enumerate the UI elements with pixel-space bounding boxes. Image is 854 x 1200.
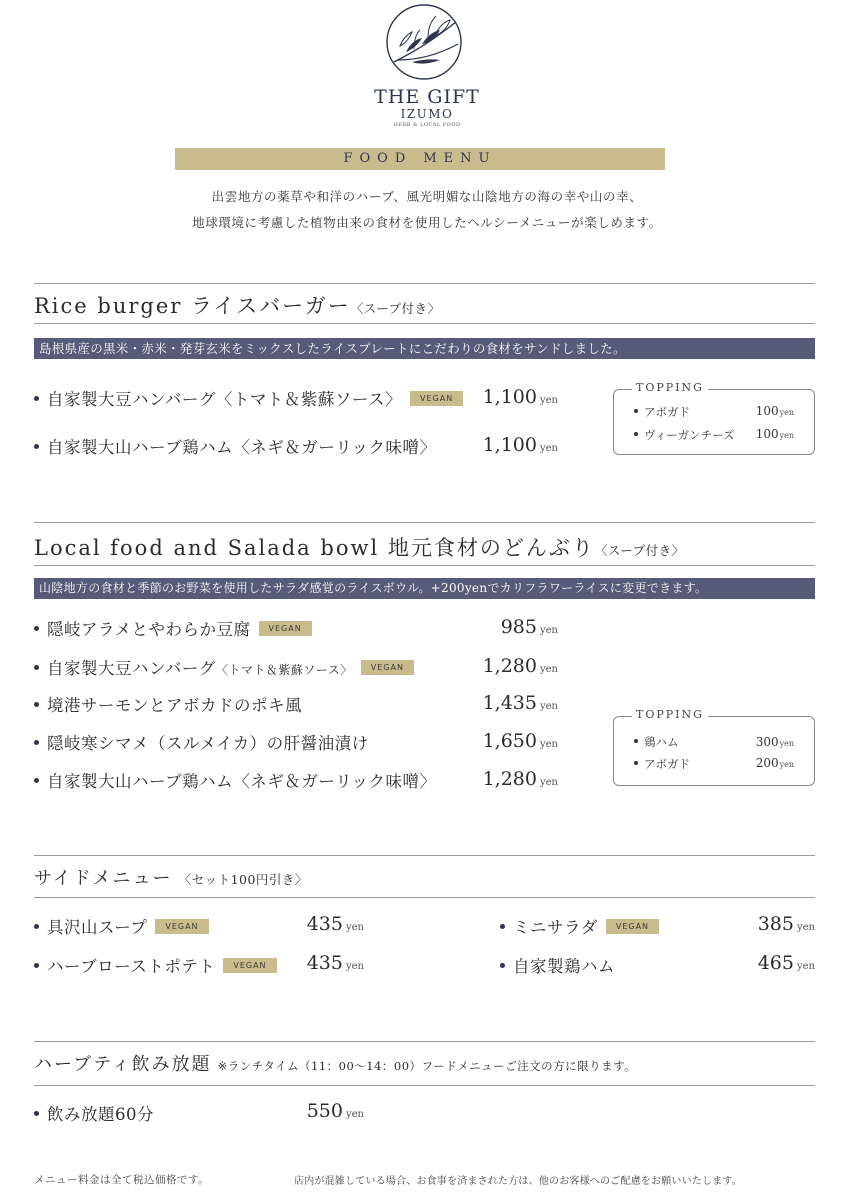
bullet-icon	[34, 924, 39, 929]
item-sauce: 〈ネギ＆ガーリック味噌〉	[233, 438, 437, 457]
item-name: 自家製大山ハーブ鶏ハム	[47, 772, 234, 791]
divider	[34, 897, 815, 898]
item-price: 1,280 yen	[482, 768, 558, 790]
topping-price: 200yen	[755, 756, 794, 770]
section-description-band: 島根県産の黒米・赤米・発芽玄米をミックスしたライスプレートにこだわりの食材をサンドしました。	[34, 338, 815, 359]
vegan-badge: VEGAN	[223, 958, 276, 973]
bullet-icon	[500, 963, 505, 968]
menu-item	[34, 914, 209, 938]
topping-label: TOPPING	[632, 381, 708, 394]
topping-box	[613, 716, 815, 786]
item-sauce: 〈ネギ＆ガーリック味噌〉	[233, 772, 437, 791]
item-price: 1,100 yen	[482, 434, 558, 456]
divider	[34, 323, 815, 324]
section-title-text: Rice burger ライスバーガー	[34, 294, 351, 318]
menu-item	[34, 655, 414, 679]
bullet-icon	[34, 626, 39, 631]
item-name: 隠岐アラメとやわらか豆腐	[47, 620, 251, 639]
item-name: 隠岐寒シマメ（スルメイカ）の肝醤油漬け	[47, 734, 369, 753]
topping-item: 鶏ハム	[634, 734, 679, 750]
menu-item	[34, 953, 277, 977]
section-title-text: サイドメニュー	[34, 868, 173, 889]
section-title-text: Local food and Salada bowl 地元食材のどんぶり	[34, 536, 595, 560]
footer-courtesy-note: 店内が混雑している場合、お食事を済まされた方は、他のお客様へのご配慮をお願いいたします。	[294, 1176, 742, 1187]
menu-item	[34, 434, 437, 458]
section-note: ※ランチタイム（11：00～14：00）フードメニューご注文の方に限ります。	[217, 1059, 637, 1073]
item-name: 自家製鶏ハム	[513, 957, 615, 976]
topping-item: ヴィーガンチーズ	[634, 427, 735, 443]
section-subtitle: 〈スープ付き〉	[594, 543, 685, 558]
section-title-text: ハーブティ飲み放題	[34, 1054, 212, 1075]
item-sauce: 〈トマト＆紫蘇ソース〉	[215, 390, 403, 409]
divider	[34, 283, 815, 284]
bullet-icon	[34, 963, 39, 968]
topping-item: アボガド	[634, 756, 690, 772]
brand-name: THE GIFT	[374, 86, 480, 108]
item-price: 1,650 yen	[482, 730, 558, 752]
vegan-badge: VEGAN	[259, 621, 312, 636]
divider	[34, 1085, 815, 1086]
topping-price: 100yen	[755, 404, 794, 418]
menu-item	[34, 616, 312, 640]
section-title-side	[34, 864, 308, 890]
intro-line-2: 地球環境に考慮した植物由来の食材を使用したヘルシーメニューが楽しめます。	[192, 215, 662, 230]
bullet-icon	[34, 444, 39, 449]
brand-tagline: HERB & LOCAL FOOD	[393, 122, 461, 128]
bullet-icon	[34, 396, 39, 401]
brand-sub: IZUMO	[400, 107, 454, 121]
menu-item	[34, 692, 302, 716]
bullet-icon	[34, 665, 39, 670]
item-sauce: 〈トマト＆紫蘇ソース〉	[215, 663, 353, 677]
divider	[34, 855, 815, 856]
logo-emblem	[384, 2, 464, 82]
vegan-badge: VEGAN	[155, 919, 208, 934]
item-name: ハーブローストポテト	[47, 957, 216, 976]
bullet-icon	[34, 778, 39, 783]
item-name: 自家製大山ハーブ鶏ハム	[47, 438, 234, 457]
item-price: 550 yen	[306, 1100, 364, 1122]
topping-price: 100yen	[755, 427, 794, 441]
section-title-rice-burger	[34, 290, 441, 320]
footer-tax-note: メニュー料金は全て税込価格です。	[34, 1174, 210, 1186]
topping-box	[613, 389, 815, 455]
topping-price: 300yen	[755, 735, 794, 749]
menu-item	[34, 1101, 154, 1125]
section-subtitle: 〈スープ付き〉	[350, 301, 441, 316]
menu-item	[500, 953, 615, 977]
divider	[34, 1041, 815, 1042]
topping-item: アボガド	[634, 404, 690, 420]
item-price: 385 yen	[757, 913, 815, 935]
menu-item	[500, 914, 659, 938]
vegan-badge: VEGAN	[361, 660, 414, 675]
item-name: 飲み放題60分	[47, 1105, 154, 1124]
section-title-tea	[34, 1050, 636, 1076]
section-description-band: 山陰地方の食材と季節のお野菜を使用したサラダ感覚のライスボウル。+200yenでカリフラワーライスに変更できます。	[34, 578, 815, 599]
item-name: ミニサラダ	[513, 918, 598, 937]
intro-line-1: 出雲地方の薬草や和洋のハーブ、風光明媚な山陰地方の海の幸や山の幸、	[211, 189, 643, 204]
divider	[34, 565, 815, 566]
item-name: 自家製大豆ハンバーグ	[47, 390, 216, 409]
item-price: 465 yen	[757, 952, 815, 974]
item-name: 自家製大豆ハンバーグ	[47, 659, 216, 678]
vegan-badge: VEGAN	[410, 391, 463, 406]
topping-label: TOPPING	[632, 708, 708, 721]
item-name: 境港サーモンとアボカドのポキ風	[47, 696, 302, 715]
section-title-bowl	[34, 532, 685, 562]
menu-item	[34, 386, 463, 410]
bullet-icon	[634, 761, 638, 765]
bullet-icon	[34, 1111, 39, 1116]
bullet-icon	[634, 432, 638, 436]
vegan-badge: VEGAN	[606, 919, 659, 934]
item-name: 具沢山スープ	[47, 918, 148, 937]
bullet-icon	[34, 702, 39, 707]
item-price: 1,280 yen	[482, 655, 558, 677]
bullet-icon	[500, 924, 505, 929]
menu-item	[34, 730, 369, 754]
item-price: 435 yen	[306, 913, 364, 935]
food-menu-title: FOOD MENU	[175, 148, 665, 170]
section-subtitle: 〈セット100円引き〉	[178, 872, 308, 887]
item-price: 985 yen	[500, 616, 558, 638]
item-price: 1,435 yen	[482, 692, 558, 714]
item-price: 435 yen	[306, 952, 364, 974]
divider	[34, 522, 815, 523]
bullet-icon	[634, 739, 638, 743]
item-price: 1,100 yen	[482, 386, 558, 408]
bullet-icon	[634, 409, 638, 413]
menu-item	[34, 768, 437, 792]
bullet-icon	[34, 740, 39, 745]
